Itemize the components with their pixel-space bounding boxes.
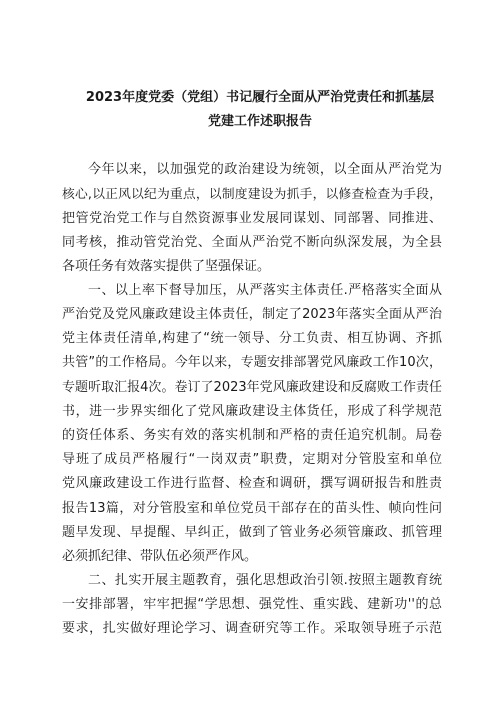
paragraph-1-line-1: 今年以来，以加强党的政治建设为统领，以全面从严治党为 (88, 162, 442, 177)
paragraph-2-line-12: 必须抓纪律、带队伍必须严作风。 (62, 549, 258, 564)
paragraph-3-line-2: 一安排部署，牢牢把握“学思想、强党性、重实践、建新功''的总 (62, 597, 442, 612)
paragraph-1-line-3: 把管党治党工作与自然资源事业发展同谋划、同部署、同推进、 (62, 211, 442, 226)
paragraph-1-line-4: 同考核，推动管党治党、全面从严治党不断向纵深发展，为全县 (62, 235, 442, 250)
paragraph-2-line-6: 书，进一步界实细化了党风廉政建设主体货任，形成了科学规范 (62, 404, 442, 419)
paragraph-2-line-1: 一、以上率下督导加压，从严落实主体责任.严格落实全面从 (88, 283, 442, 298)
paragraph-2-line-9: 党风廉政建设工作进行监督、检查和调研，撰写调研报告和胜责 (62, 476, 442, 491)
paragraph-2-line-5: 专题听取汇报4次。卷订了2023年党风廉政建设和反腐败工作责任 (62, 380, 442, 395)
paragraph-1-line-2: 核心,以正风以纪为重点，以制度建设为抓手，以修查检查为手段， (62, 187, 442, 202)
paragraph-2-line-4: 共管”的工作格局。今年以来，专题安排部署党风廉政工作10次， (62, 355, 442, 370)
paragraph-2-line-8: 导班了成员严格履行“一岗双责”职费，定期对分管股室和单位 (62, 452, 442, 467)
paragraph-3-line-1: 二、扎实开展主题教育，强化思想政治引领.按照主题教育统 (88, 573, 442, 588)
paragraph-1-line-5: 各项任务有效落实提供了坚强保证。 (62, 259, 271, 274)
paragraph-2-line-10: 报告13篇，对分管股室和单位党员干部存在的苗头性、帧向性问 (62, 501, 442, 516)
paragraph-3-line-3: 要求，扎实做好理论学习、调查研究等工作。采取领导班子示范 (62, 621, 442, 636)
report-title-line-1: 2023年度党委（党组）书记履行全面从严治党责任和抓基层 (85, 90, 435, 105)
paragraph-2-line-7: 的资任体系、务实有效的落实机制和严格的责任追究机制。局卷 (62, 428, 442, 443)
paragraph-2-line-2: 严治党及党风廉政建设主体责任，制定了2023年落实全面从严治 (62, 307, 442, 322)
paragraph-2-line-11: 题早发现、早提醒、早纠正，做到了管业务必须管廉政、抓管理 (62, 525, 442, 540)
paragraph-2-line-3: 党主体责任清单,构建了“统一领导、分工负责、相互协调、齐抓 (62, 331, 442, 346)
report-title-line-2: 党建工作述职报告 (207, 114, 312, 129)
